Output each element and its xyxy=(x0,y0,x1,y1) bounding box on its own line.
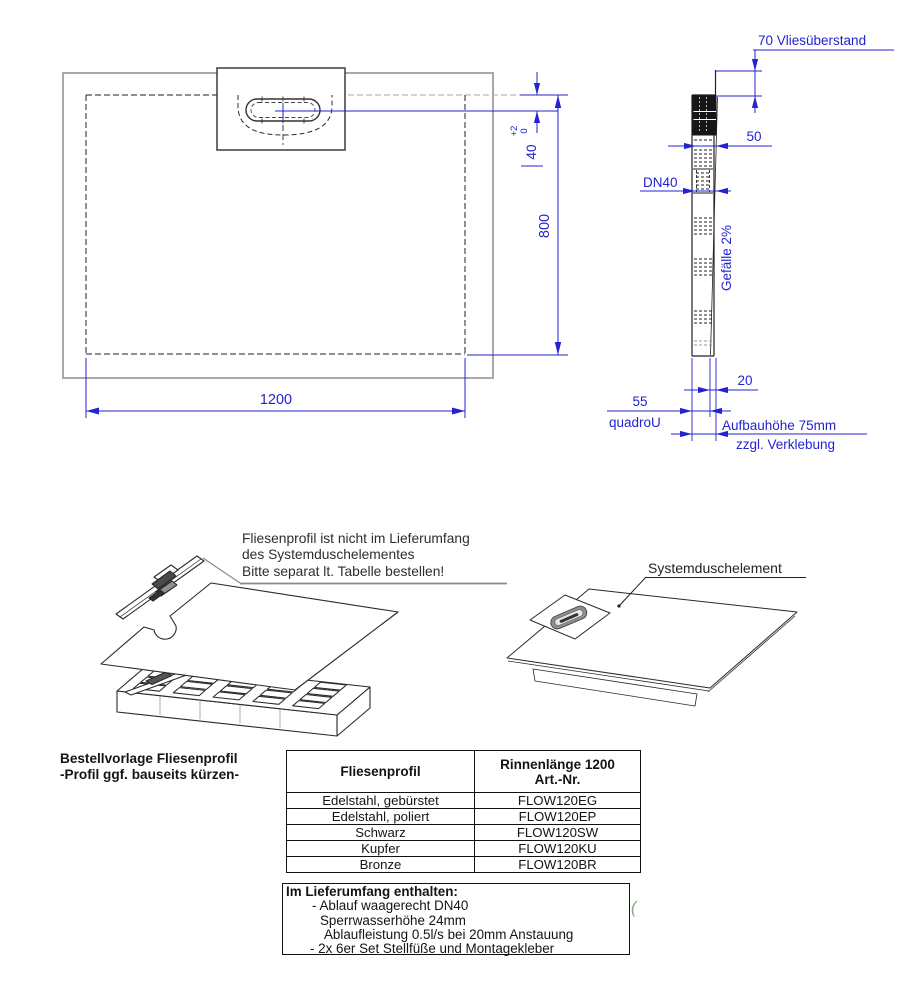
section-dim-20-label: 20 xyxy=(737,373,753,388)
exploded-note xyxy=(242,531,470,580)
section-hidden-lines-3 xyxy=(694,341,712,345)
print-artifact: ( xyxy=(629,897,639,918)
arrow-up xyxy=(752,96,758,108)
cell-artnr: FLOW120KU xyxy=(475,841,641,857)
section-hidden-lines-1 xyxy=(694,140,713,166)
arrow-left xyxy=(86,408,99,415)
col-header-profile: Fliesenprofil xyxy=(287,751,475,793)
plan-dim-1200 xyxy=(86,358,465,418)
table-row xyxy=(287,793,641,809)
scope-of-delivery-box xyxy=(282,883,630,955)
table-row xyxy=(287,857,641,873)
arrow-up xyxy=(555,95,561,108)
section-dim-50-label: 50 xyxy=(746,129,762,144)
cell-artnr: FLOW120EP xyxy=(475,809,641,825)
plan-dim-800-label: 800 xyxy=(537,213,553,239)
cell-profile: Bronze xyxy=(287,857,475,873)
arrow-down xyxy=(555,342,561,355)
table-header-row xyxy=(287,751,641,793)
plan-dim-40 xyxy=(509,72,543,166)
section-ext-lines xyxy=(692,358,716,441)
cell-profile: Edelstahl, poliert xyxy=(287,809,475,825)
section-dim-55-label: 55 xyxy=(632,394,648,409)
cell-artnr: FLOW120EG xyxy=(475,793,641,809)
exploded-view xyxy=(101,556,507,736)
scope-item: Sperrwasserhöhe 24mm xyxy=(320,912,466,928)
section-buildheight-label: Aufbauhöhe 75mm xyxy=(722,418,837,433)
section-dim-55 xyxy=(607,394,731,430)
section-product-label: quadroU xyxy=(609,415,661,430)
cell-profile: Schwarz xyxy=(287,825,475,841)
arrow-right xyxy=(698,387,710,393)
section-buildheight-note: zzgl. Verklebung xyxy=(736,437,836,452)
note-leader-line xyxy=(203,558,240,583)
plan-dim-1200-label: 1200 xyxy=(259,392,293,408)
profile-order-table xyxy=(286,750,641,873)
note-line-1: Fliesenprofil ist nicht im Lieferumfang xyxy=(242,531,470,546)
note-line-2: des Systemduschelementes xyxy=(242,547,415,563)
cell-profile: Edelstahl, gebürstet xyxy=(287,793,475,809)
arrow-left xyxy=(716,387,728,393)
arrow-up xyxy=(534,111,540,123)
section-dim-buildheight xyxy=(671,418,867,452)
section-hidden-lines-2 xyxy=(694,218,712,323)
arrow-right xyxy=(684,143,696,149)
order-heading-line-1: Bestellvorlage Fliesenprofil xyxy=(60,751,238,766)
order-heading-line-2: -Profil ggf. bauseits kürzen- xyxy=(60,766,240,782)
arrow-left xyxy=(716,143,728,149)
col-header-artnr-line2: Art.-Nr. xyxy=(534,771,581,787)
section-dim-20 xyxy=(684,373,758,393)
arrow-right xyxy=(680,431,692,437)
plan-dim-40-label: 40 xyxy=(524,144,539,160)
arrow-right xyxy=(452,408,465,415)
arrow-right xyxy=(680,408,692,414)
system-element-view xyxy=(507,560,806,706)
arrow-left xyxy=(716,188,728,194)
section-dim-fleece xyxy=(716,33,894,113)
note-line-3: Bitte separat lt. Tabelle bestellen! xyxy=(242,563,445,579)
col-header-artnr xyxy=(475,751,641,793)
table-row xyxy=(287,841,641,857)
order-heading xyxy=(60,751,239,782)
plan-dim-40-tol-upper: +2 xyxy=(509,125,520,137)
scope-item: - Ablauf waagerecht DN40 xyxy=(312,898,469,914)
section-dim-50 xyxy=(668,129,772,149)
arrow-down xyxy=(534,83,540,95)
section-dim-dn40 xyxy=(640,175,731,194)
table-row xyxy=(287,809,641,825)
plan-view xyxy=(63,68,568,418)
table-row xyxy=(287,825,641,841)
scope-item: Ablaufleistung 0.5l/s bei 20mm Anstauung xyxy=(324,926,574,942)
scope-heading: Im Lieferumfang enthalten: xyxy=(286,884,458,899)
leader-dot xyxy=(617,604,620,607)
col-header-artnr-line1: Rinnenlänge 1200 xyxy=(500,756,615,772)
plan-dim-40-tol-lower: 0 xyxy=(519,128,530,134)
section-fleece-label: 70 Vliesüberstand xyxy=(758,33,867,48)
section-view xyxy=(607,33,894,452)
section-seal-hatch xyxy=(693,96,717,136)
arrow-down xyxy=(752,59,758,71)
scope-item: - 2x 6er Set Stellfüße und Montagekleber xyxy=(310,941,555,957)
section-dn40-label: DN40 xyxy=(643,175,678,190)
section-slope-label: Gefälle 2% xyxy=(719,224,734,292)
system-element-label: Systemduschelement xyxy=(648,560,782,576)
cell-artnr: FLOW120BR xyxy=(475,857,641,873)
cell-artnr: FLOW120SW xyxy=(475,825,641,841)
cell-profile: Kupfer xyxy=(287,841,475,857)
section-pipe-hidden xyxy=(696,170,711,192)
